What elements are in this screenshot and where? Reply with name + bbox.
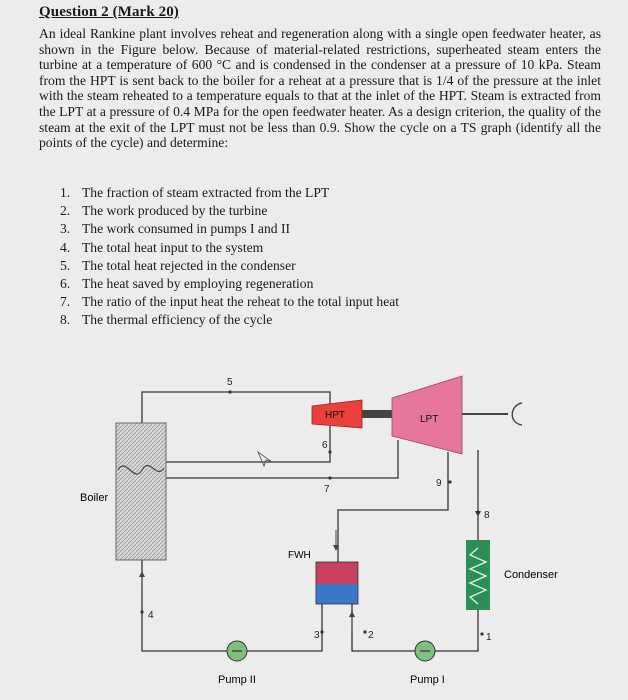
state-dot-3 (320, 630, 323, 633)
state-dot-2 (363, 630, 366, 633)
task-number: 7. (60, 294, 71, 310)
task-number: 8. (60, 312, 71, 328)
flow-arrows (142, 498, 478, 630)
pipe-extraction (338, 452, 448, 562)
boiler-label: Boiler (80, 492, 109, 504)
task-text: The fraction of steam extracted from the LPT (82, 185, 330, 200)
state-label-2: 2 (368, 630, 374, 641)
task-number: 4. (60, 239, 71, 255)
state-dot-5 (228, 390, 231, 393)
state-dot-1 (480, 632, 483, 635)
fwh-bottom (316, 584, 358, 604)
problem-statement: An ideal Rankine plant involves reheat and regeneration along with a single open feedwater heater, as shown in the Figure below. Because of material-related restrictions, superheated steam enters the turbine at a temperature of 600 °C and is condensed in the condenser at a pressure of 10 kPa. Steam from the HPT is sent back to the boiler for a reheat at a pressure that is 1/4 of the pressure at the inlet with the steam reheated to a temperature equals to that at the inlet of the HPT. Steam is extracted from the LPT at a pressure of 0.4 MPa for the open feedwater heater. As a design criterion, the quality of the steam at the exit of the LPT must not be less than 0.9. Show the cycle on a TS graph (identify all the points of the cycle) and determine: (39, 26, 601, 151)
state-label-8: 8 (484, 510, 490, 521)
task-text: The total heat input to the system (82, 239, 264, 255)
task-number: 3. (60, 221, 71, 237)
state-dot-4 (140, 610, 143, 613)
question-title: Question 2 (Mark 20) (39, 4, 179, 20)
state-label-5: 5 (227, 377, 233, 388)
state-label-7: 7 (324, 484, 330, 495)
task-text: The work produced by the turbine (82, 203, 268, 219)
task-text: The ratio of the input heat the reheat to the total input heat (82, 294, 400, 310)
state-dot-8 (476, 510, 479, 513)
state-label-4: 4 (148, 610, 154, 621)
lpt-label: LPT (420, 414, 439, 425)
task-number: 1. (60, 185, 71, 200)
condenser (466, 540, 490, 610)
pipe-condensate (432, 610, 478, 651)
task-number: 5. (60, 257, 71, 273)
hpt-label: HPT (325, 410, 345, 421)
pipe-pump1-out (352, 604, 418, 651)
fwh-label: FWH (288, 550, 311, 561)
pipe-feedwater (142, 560, 228, 651)
state-dot-6 (328, 450, 331, 453)
task-text: The thermal efficiency of the cycle (82, 312, 273, 328)
state-label-1: 1 (486, 632, 492, 643)
cursor-icon (258, 452, 272, 466)
task-text: The heat saved by employing regeneration (82, 276, 314, 292)
pump-2-label: Pump II (218, 674, 256, 686)
generator-icon (512, 403, 522, 425)
pipe-lpt-inlet (330, 440, 398, 478)
boiler (116, 423, 166, 560)
pipe-hpt-exhaust (160, 426, 330, 462)
state-label-9: 9 (436, 478, 442, 489)
condenser-label: Condenser (504, 569, 558, 581)
state-dot-9 (448, 480, 451, 483)
task-number: 2. (60, 203, 71, 219)
state-label-3: 3 (314, 630, 320, 641)
state-label-6: 6 (322, 440, 328, 451)
task-text: The total heat rejected in the condenser (82, 257, 296, 273)
pump-1-label: Pump I (410, 674, 445, 686)
state-dot-7 (328, 476, 331, 479)
turbine-shaft (362, 410, 392, 418)
task-text: The work consumed in pumps I and II (82, 221, 291, 237)
pipe-fwh-out (246, 604, 322, 651)
fwh-top (316, 562, 358, 584)
task-number: 6. (60, 276, 71, 292)
pipe-main-steam (142, 392, 330, 423)
